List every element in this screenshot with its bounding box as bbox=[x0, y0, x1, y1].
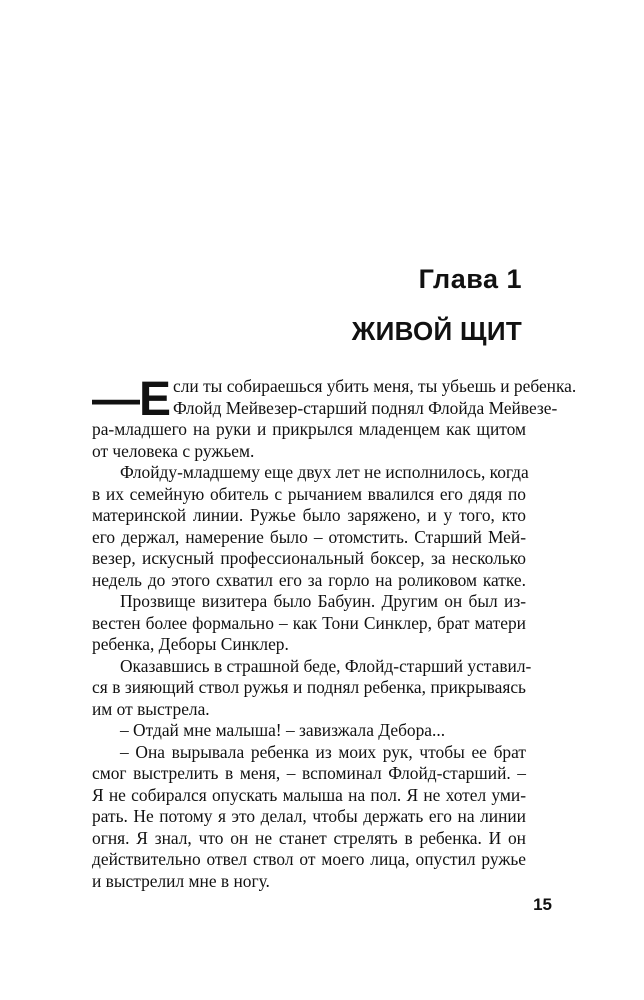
text-line: ся в зияющий ствол ружья и поднял ребенка, прикрываясь bbox=[92, 677, 526, 697]
text-line: им от выстрела. bbox=[92, 698, 210, 719]
text-line: его держал, намерение было – отомстить. Старший Мей- bbox=[92, 526, 526, 547]
text-line: Прозвище визитера было Бабуин. Другим он был из- bbox=[120, 591, 526, 611]
text-line: – Она вырывала ребенка из моих рук, чтобы ее брат bbox=[120, 741, 526, 762]
text-line: – Отдай мне малыша! – завизжала Дебора... bbox=[120, 720, 446, 740]
text-line: огня. Я знал, что он не станет стрелять в ребенка. И он bbox=[92, 827, 526, 848]
chapter-number: Глава 1 bbox=[418, 264, 522, 294]
text-line: вестен более формально – как Тони Синклер, брат матери bbox=[92, 612, 526, 633]
text-line: в их семейную обитель с рычанием ввалился его дядя по bbox=[92, 483, 526, 504]
drop-cap: —Е bbox=[92, 373, 171, 426]
text-line: ребенка, Деборы Синклер. bbox=[92, 634, 289, 654]
text-line: от человека с ружьем. bbox=[92, 440, 255, 461]
text-line: смог выстрелить в меня, – вспоминал Флойд-старший. – bbox=[92, 763, 526, 783]
text-line: Флойд Мейвезер-старший поднял Флойда Мейвезе- bbox=[173, 397, 558, 418]
page-number: 15 bbox=[533, 895, 552, 914]
chapter-title: ЖИВОЙ ЩИТ bbox=[351, 316, 522, 346]
text-line: недель до этого схватил его за горло на роликовом катке. bbox=[92, 569, 526, 590]
text-line: сли ты собираешься убить меня, ты убьешь и ребенка. bbox=[173, 376, 577, 396]
text-line: Флойду-младшему еще двух лет не исполнилось, когда bbox=[120, 462, 529, 482]
text-line: везер, искусный профессиональный боксер, за несколько bbox=[92, 548, 526, 568]
text-line: ра-младшего на руки и прикрылся младенцем как щитом bbox=[92, 419, 526, 439]
text-line: рать. Не потому я это делал, чтобы держать его на линии bbox=[92, 806, 526, 826]
text-line: Я не собирался опускать малыша на пол. Я не хотел уми- bbox=[92, 784, 526, 805]
text-line: Оказавшись в страшной беде, Флойд-старший уставил- bbox=[120, 655, 532, 676]
text-line: и выстрелил мне в ногу. bbox=[92, 870, 270, 891]
text-line: материнской линии. Ружье было заряжено, и у того, кто bbox=[92, 505, 526, 525]
text-line: действительно отвел ствол от моего лица, опустил ружье bbox=[92, 849, 526, 869]
body-text bbox=[92, 373, 577, 892]
